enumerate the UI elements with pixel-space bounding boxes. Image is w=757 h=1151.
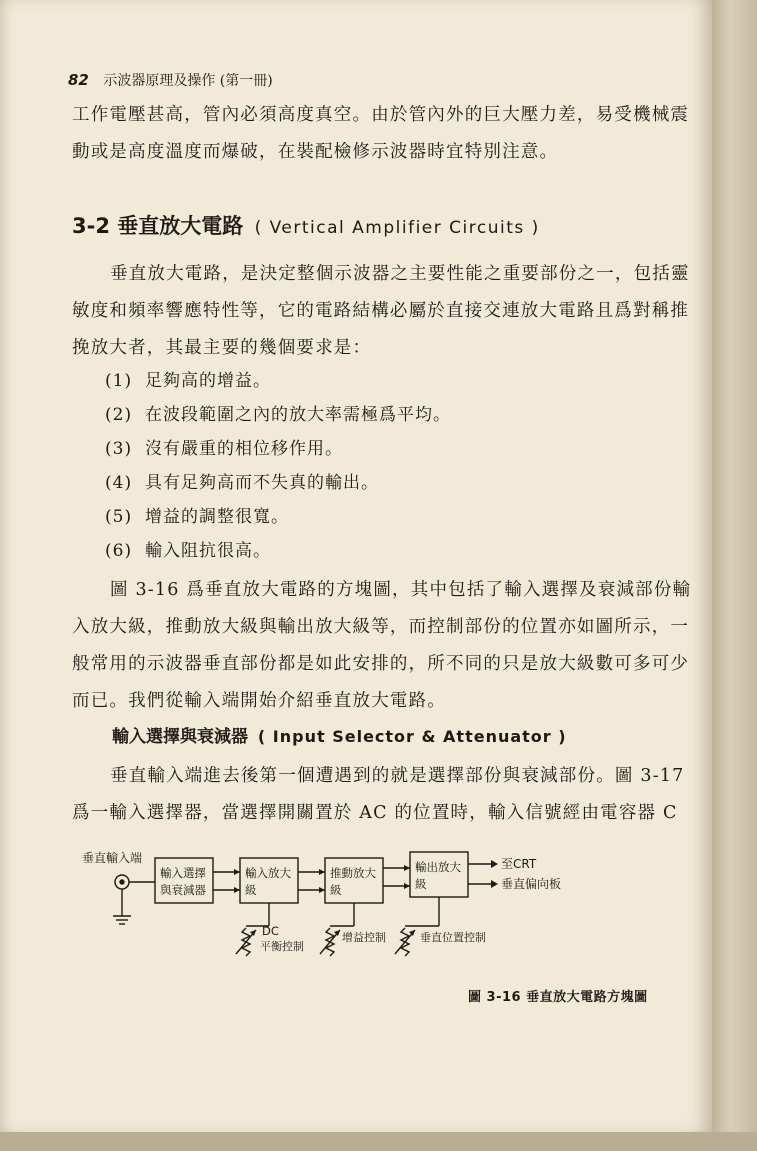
list-item-number: (4) [105,473,133,493]
paragraph-input-selector: 垂直輸入端進去後第一個遭遇到的就是選擇部份與衰減部份。圖 3-17 爲一輸入選擇器，當選擇開關置於 AC 的位置時，輸入信號經由電容器 C [72,766,685,823]
subsection-heading [112,722,567,747]
page-number: 82 [68,71,89,89]
list-item-text: 在波段範圍之內的放大率需極爲平均。 [145,405,451,425]
input-terminal-dot [120,880,124,884]
list-item-number: (6) [105,541,133,561]
paragraph-block-diagram: 圖 3-16 爲垂直放大電路的方塊圖，其中包括了輸入選擇及衰減部份輸入放大級，推動放大級與輸出放大級等，而控制部份的位置亦如圖所示，一般常用的示波器垂直部份都是如此安排的，所不同的只是放大級數可多可少而已。我們從輸入端開始介紹垂直放大電路。 [72,580,692,711]
block-label: 級 [415,877,427,891]
figure-caption: 圖 3-16 垂直放大電路方塊圖 [468,990,648,1005]
page-bottom-edge [0,1132,757,1151]
block-label: 輸入選擇 [160,866,206,880]
arrowhead [404,865,410,871]
block-label: 輸入放大 [245,866,291,880]
arrowhead [234,887,240,893]
block-label: 輸出放大 [415,860,461,874]
block-label: 級 [330,883,342,897]
requirements-list [105,364,451,568]
intro-paragraph: 工作電壓甚高，管內必須高度真空。由於管內外的巨大壓力差，易受機械震動或是高度溫度而爆破，在裝配檢修示波器時宜特別注意。 [72,105,690,162]
list-item [105,398,451,432]
output-label-plates: 垂直偏向板 [501,877,562,891]
section-title-zh: 垂直放大電路 [117,214,244,238]
block-label: 與衰減器 [160,883,206,897]
subsection-title-zh: 輸入選擇與衰減器 [112,727,248,747]
section-title-en: ( Vertical Amplifier Circuits ) [254,218,540,238]
arrowhead [491,860,498,868]
list-item-number: (1) [105,371,133,391]
output-label-crt: 至CRT [501,857,537,871]
list-item-text: 沒有嚴重的相位移作用。 [145,439,343,459]
list-item-number: (3) [105,439,133,459]
list-item [105,364,451,398]
section-number: 3-2 [72,214,110,238]
input-label: 垂直輸入端 [82,851,143,865]
list-item [105,500,451,534]
arrowhead [404,883,410,889]
list-item-text: 足夠高的增益。 [145,371,271,391]
arrowhead [319,887,325,893]
list-item-text: 具有足夠高而不失真的輸出。 [145,473,379,493]
list-item-number: (2) [105,405,133,425]
dc-balance-label: DC [262,924,279,938]
list-item-text: 輸入阻抗很高。 [145,541,271,561]
block-label: 推動放大 [330,866,376,880]
position-control-label: 垂直位置控制 [420,931,486,944]
list-item [105,432,451,466]
list-item [105,534,451,568]
page-edge [712,0,757,1151]
running-title: 示波器原理及操作 (第一冊) [103,73,273,89]
block-label: 級 [245,883,257,897]
list-item [105,466,451,500]
dc-balance-label: 平衡控制 [260,940,304,953]
gain-control-label: 增益控制 [342,931,386,944]
subsection-title-en: ( Input Selector & Attenuator ) [257,727,567,746]
arrowhead [319,869,325,875]
list-item-number: (5) [105,507,133,527]
paragraph-requirements-intro: 垂直放大電路，是決定整個示波器之主要性能之重要部份之一，包括靈敏度和頻率響應特性等，它的電路結構必屬於直接交連放大電路且爲對稱推挽放大者，其最主要的幾個要求是： [72,264,690,358]
section-heading [72,210,540,240]
page-header [68,70,273,90]
list-item-text: 增益的調整很寬。 [145,507,289,527]
arrowhead [234,869,240,875]
arrowhead [491,880,498,888]
